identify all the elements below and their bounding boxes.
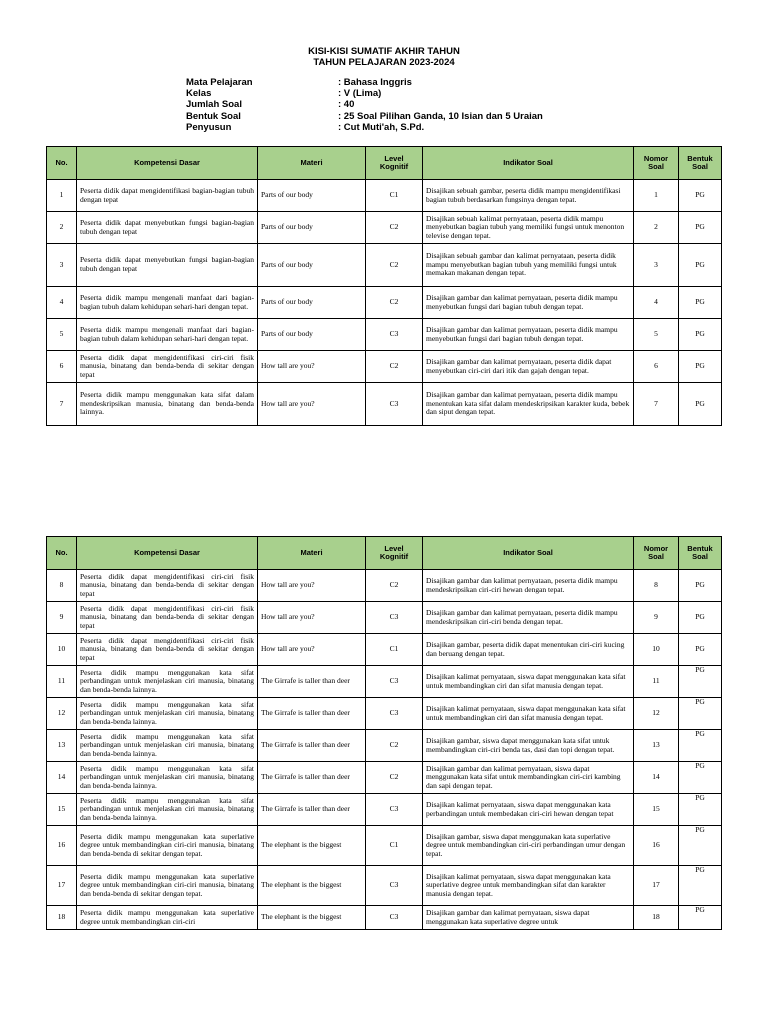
cell-level: C2 [366,762,423,794]
doc-title: KISI-KISI SUMATIF AKHIR TAHUN [308,46,460,57]
cell-no: 14 [47,762,77,794]
cell-level: C3 [366,383,423,426]
cell-indikator: Disajikan gambar dan kalimat pernyataan, siswa dapat menggunakan kata superlative degree untuk [423,906,634,930]
col-header-materi: Materi [258,147,366,180]
cell-bentuk: PG [679,698,722,730]
cell-nomor: 10 [634,634,679,666]
cell-materi: Parts of our body [258,319,366,351]
cell-level: C2 [366,244,423,287]
cell-nomor: 12 [634,698,679,730]
table-row [47,570,722,602]
table-row [47,698,722,730]
table-row [47,319,722,351]
cell-materi: The elephant is the biggest [258,826,366,866]
col-header-indikator: Indikator Soal [423,147,634,180]
col-header-materi: Materi [258,537,366,570]
cell-materi: How tall are you? [258,634,366,666]
cell-level: C3 [366,794,423,826]
cell-indikator: Disajikan gambar dan kalimat pernyataan, peserta didik mampu mendeskripsikan ciri-ciri hewan dengan tepat. [423,570,634,602]
cell-level: C2 [366,570,423,602]
cell-level: C1 [366,180,423,212]
cell-no: 1 [47,180,77,212]
cell-level: C3 [366,666,423,698]
table-row [47,602,722,634]
cell-nomor: 5 [634,319,679,351]
cell-nomor: 14 [634,762,679,794]
cell-bentuk: PG [679,762,722,794]
cell-bentuk: PG [679,570,722,602]
cell-no: 9 [47,602,77,634]
cell-nomor: 15 [634,794,679,826]
cell-kompetensi: Peserta didik mampu menggunakan kata sifat perbandingan untuk menjelaskan ciri manusia, binatang dan benda-benda lainnya. [77,698,258,730]
cell-no: 18 [47,906,77,930]
cell-indikator: Disajikan gambar, siswa dapat menggunakan kata superlative degree untuk membandingkan ciri-ciri perbandingan umur dengan tepat. [423,826,634,866]
cell-indikator: Disajikan sebuah gambar dan kalimat pernyataan, peserta didik mampu menyebutkan bagian tubuh yang memiliki fungsi untuk memakan makanan dengan tepat. [423,244,634,287]
cell-materi: The Girrafe is taller than deer [258,730,366,762]
info-value: : Bahasa Inggris [338,77,412,88]
cell-materi: Parts of our body [258,180,366,212]
cell-bentuk: PG [679,383,722,426]
table-row [47,826,722,866]
cell-nomor: 4 [634,287,679,319]
table-row [47,351,722,383]
cell-no: 13 [47,730,77,762]
table-row [47,666,722,698]
info-value: : Cut Muti'ah, S.Pd. [338,121,425,133]
col-header-bentuk: Bentuk Soal [679,147,722,180]
cell-bentuk: PG [679,180,722,212]
info-label: Jumlah Soal [186,99,242,111]
cell-indikator: Disajikan gambar dan kalimat pernyataan, siswa dapat menggunakan kata sifat untuk membandingkan ciri-ciri kambing dan sapi dengan tepat. [423,762,634,794]
table-row [47,180,722,212]
info-value: : 40 [338,99,355,111]
cell-materi: The elephant is the biggest [258,866,366,906]
cell-indikator: Disajikan gambar dan kalimat pernyataan, peserta didik mampu menentukan kata sifat dalam mendeskripsikan karakter kuda, bebek dan siput dengan tepat. [423,383,634,426]
cell-level: C3 [366,602,423,634]
col-header-level: Level Kognitif [366,537,423,570]
cell-materi: How tall are you? [258,383,366,426]
info-block [186,77,543,133]
info-row-class [186,88,543,99]
cell-level: C3 [366,866,423,906]
cell-materi: Parts of our body [258,244,366,287]
cell-level: C1 [366,826,423,866]
cell-kompetensi: Peserta didik mampu menggunakan kata sifat dalam mendeskripsikan manusia, binatang dan benda-benda lainnya. [77,383,258,426]
cell-kompetensi: Peserta didik mampu mengenali manfaat dari bagian-bagian tubuh dalam kehidupan sehari-hari dengan tepat. [77,287,258,319]
cell-materi: How tall are you? [258,570,366,602]
cell-no: 2 [47,212,77,244]
cell-indikator: Disajikan kalimat pernyataan, siswa dapat menggunakan kata superlative degree untuk membandingkan sifat dan karakter manusia dengan tepat. [423,866,634,906]
info-label: Penyusun [186,121,232,133]
cell-nomor: 7 [634,383,679,426]
cell-materi: Parts of our body [258,212,366,244]
cell-kompetensi: Peserta didik dapat mengidentifikasi ciri-ciri fisik manusia, binatang dan benda-benda di sekitar dengan tepat [77,570,258,602]
cell-indikator: Disajikan kalimat pernyataan, siswa dapat menggunakan kata perbandingan untuk membedakan ciri-ciri hewan dengan tepat [423,794,634,826]
cell-indikator: Disajikan kalimat pernyataan, siswa dapat menggunakan kata sifat untuk membandingkan ciri dan sifat manusia dengan tepat. [423,666,634,698]
cell-nomor: 13 [634,730,679,762]
cell-bentuk: PG [679,634,722,666]
table-row [47,794,722,826]
grid-table-1 [46,146,722,426]
cell-kompetensi: Peserta didik dapat mengidentifikasi ciri-ciri fisik manusia, binatang dan benda-benda di sekitar dengan tepat [77,634,258,666]
col-header-nomor: Nomor Soal [634,537,679,570]
cell-kompetensi: Peserta didik mampu menggunakan kata superlative degree untuk membandingkan ciri-ciri manusia, binatang dan benda-benda di sekitar dengan tepat. [77,866,258,906]
info-row-author [186,122,543,133]
cell-no: 10 [47,634,77,666]
cell-kompetensi: Peserta didik mampu menggunakan kata sifat perbandingan untuk menjelaskan ciri manusia, binatang dan benda-benda lainnya. [77,666,258,698]
cell-materi: How tall are you? [258,351,366,383]
cell-bentuk: PG [679,602,722,634]
cell-bentuk: PG [679,730,722,762]
cell-no: 15 [47,794,77,826]
cell-kompetensi: Peserta didik mampu menggunakan kata superlative degree untuk membandingkan ciri-ciri [77,906,258,930]
cell-kompetensi: Peserta didik dapat mengidentifikasi bagian-bagian tubuh dengan tepat [77,180,258,212]
info-label: Kelas [186,88,212,100]
cell-bentuk: PG [679,212,722,244]
table-row [47,762,722,794]
table-row [47,866,722,906]
info-value: : 25 Soal Pilihan Ganda, 10 Isian dan 5 Uraian [338,110,543,122]
cell-indikator: Disajikan gambar dan kalimat pernyataan, peserta didik mampu mendeskripsikan ciri-ciri benda dengan tepat. [423,602,634,634]
info-row-form [186,111,543,122]
col-header-no: No. [47,537,77,570]
table-row [47,634,722,666]
cell-no: 4 [47,287,77,319]
cell-nomor: 11 [634,666,679,698]
cell-no: 12 [47,698,77,730]
table-header-row [47,537,722,570]
table-row [47,906,722,930]
cell-bentuk: PG [679,287,722,319]
cell-kompetensi: Peserta didik dapat menyebutkan fungsi bagian-bagian tubuh dengan tepat [77,244,258,287]
cell-no: 16 [47,826,77,866]
cell-indikator: Disajikan kalimat pernyataan, siswa dapat menggunakan kata sifat untuk membandingkan ciri dan sifat manusia dengan tepat. [423,698,634,730]
col-header-bentuk: Bentuk Soal [679,537,722,570]
cell-bentuk: PG [679,666,722,698]
cell-kompetensi: Peserta didik mampu mengenali manfaat dari bagian-bagian tubuh dalam kehidupan sehari-hari dengan tepat. [77,319,258,351]
table-header-row [47,147,722,180]
info-row-subject [186,77,543,88]
cell-kompetensi: Peserta didik dapat mengidentifikasi ciri-ciri fisik manusia, binatang dan benda-benda di sekitar dengan tepat [77,602,258,634]
cell-indikator: Disajikan gambar, siswa dapat menggunakan kata sifat untuk membandingkan ciri-ciri benda tas, dasi dan topi dengan tepat. [423,730,634,762]
cell-materi: The elephant is the biggest [258,906,366,930]
cell-bentuk: PG [679,319,722,351]
col-header-kd: Kompetensi Dasar [77,537,258,570]
table-row [47,730,722,762]
cell-materi: The Girrafe is taller than deer [258,794,366,826]
cell-nomor: 2 [634,212,679,244]
cell-level: C3 [366,698,423,730]
cell-materi: The Girrafe is taller than deer [258,698,366,730]
cell-level: C2 [366,730,423,762]
cell-nomor: 16 [634,826,679,866]
cell-indikator: Disajikan gambar dan kalimat pernyataan, peserta didik mampu menyebutkan fungsi dari bagian tubuh dengan tepat. [423,319,634,351]
cell-no: 11 [47,666,77,698]
cell-kompetensi: Peserta didik dapat menyebutkan fungsi bagian-bagian tubuh dengan tepat [77,212,258,244]
cell-bentuk: PG [679,866,722,906]
cell-level: C3 [366,319,423,351]
cell-no: 17 [47,866,77,906]
doc-subtitle: TAHUN PELAJARAN 2023-2024 [313,57,455,68]
cell-level: C2 [366,351,423,383]
table-row [47,287,722,319]
cell-level: C3 [366,906,423,930]
cell-no: 8 [47,570,77,602]
cell-level: C1 [366,634,423,666]
cell-nomor: 3 [634,244,679,287]
info-label: Mata Pelajaran [186,77,253,88]
cell-nomor: 8 [634,570,679,602]
cell-level: C2 [366,212,423,244]
cell-bentuk: PG [679,906,722,930]
col-header-level: Level Kognitif [366,147,423,180]
cell-kompetensi: Peserta didik mampu menggunakan kata sifat perbandingan untuk menjelaskan ciri manusia, binatang dan benda-benda lainnya. [77,730,258,762]
cell-kompetensi: Peserta didik mampu menggunakan kata superlative degree untuk membandingkan ciri-ciri manusia, binatang dan benda-benda di sekitar dengan tepat. [77,826,258,866]
cell-nomor: 1 [634,180,679,212]
cell-no: 3 [47,244,77,287]
col-header-no: No. [47,147,77,180]
col-header-indikator: Indikator Soal [423,537,634,570]
cell-materi: The Girrafe is taller than deer [258,666,366,698]
col-header-nomor: Nomor Soal [634,147,679,180]
cell-kompetensi: Peserta didik mampu menggunakan kata sifat perbandingan untuk menjelaskan ciri manusia, binatang dan benda-benda lainnya. [77,794,258,826]
table-row [47,383,722,426]
cell-bentuk: PG [679,826,722,866]
cell-no: 6 [47,351,77,383]
cell-materi: Parts of our body [258,287,366,319]
cell-indikator: Disajikan sebuah kalimat pernyataan, peserta didik mampu menyebutkan bagian tubuh yang memiliki fungsi untuk menonton televise dengan tepat. [423,212,634,244]
cell-materi: How tall are you? [258,602,366,634]
info-label: Bentuk Soal [186,110,241,122]
cell-kompetensi: Peserta didik dapat mengidentifikasi ciri-ciri fisik manusia, binatang dan benda-benda di sekitar dengan tepat [77,351,258,383]
table-row [47,244,722,287]
col-header-kd: Kompetensi Dasar [77,147,258,180]
cell-nomor: 9 [634,602,679,634]
cell-level: C2 [366,287,423,319]
grid-table-2 [46,536,722,930]
cell-kompetensi: Peserta didik mampu menggunakan kata sifat perbandingan untuk menjelaskan ciri manusia, binatang dan benda-benda lainnya. [77,762,258,794]
cell-indikator: Disajikan gambar dan kalimat pernyataan, peserta didik mampu menyebutkan fungsi dari bagian tubuh dengan tepat. [423,287,634,319]
cell-nomor: 17 [634,866,679,906]
cell-indikator: Disajikan sebuah gambar, peserta didik mampu mengidentifikasi bagian tubuh berdasarkan fungsinya dengan tepat. [423,180,634,212]
info-value: : V (Lima) [338,88,382,100]
cell-no: 7 [47,383,77,426]
cell-nomor: 6 [634,351,679,383]
cell-indikator: Disajikan gambar dan kalimat pernyataan, peserta didik dapat menyebutkan ciri-ciri dari itik dan gajah dengan tepat. [423,351,634,383]
cell-no: 5 [47,319,77,351]
info-row-total [186,99,543,110]
cell-materi: The Girrafe is taller than deer [258,762,366,794]
cell-bentuk: PG [679,351,722,383]
cell-nomor: 18 [634,906,679,930]
cell-bentuk: PG [679,244,722,287]
table-row [47,212,722,244]
cell-indikator: Disajikan gambar, peserta didik dapat menentukan ciri-ciri kucing dan beruang dengan tepat. [423,634,634,666]
cell-bentuk: PG [679,794,722,826]
